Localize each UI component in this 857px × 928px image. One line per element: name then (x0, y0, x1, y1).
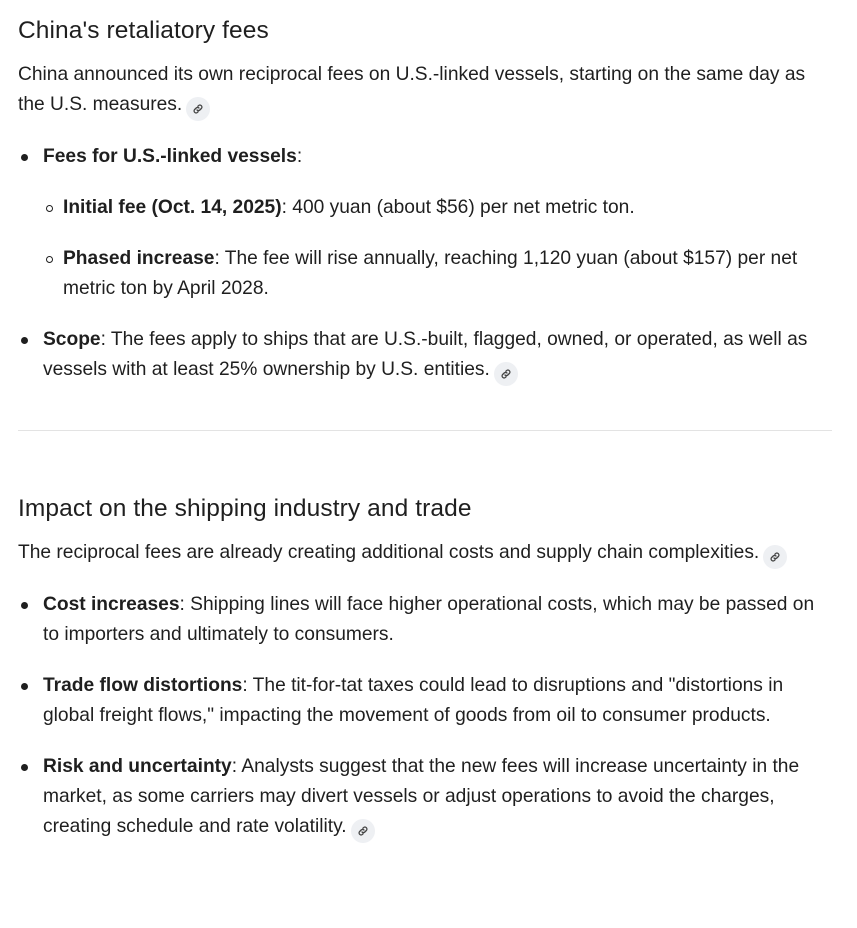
section-intro: China announced its own reciprocal fees on U.S.-linked vessels, starting on the same day as the U.S. measures. (18, 60, 832, 121)
retaliatory-fees-list (18, 142, 832, 386)
list-item: Scope: The fees apply to ships that are U.S.-built, flagged, owned, or operated, as well as vessels with at least 25% ownership by U.S. entities. (18, 325, 832, 386)
fees-sublist (43, 193, 832, 304)
list-item: Risk and uncertainty: Analysts suggest that the new fees will increase uncertainty in the market, as some carriers may divert vessels or adjust operations to avoid the charges, creating schedule and rate volatility. (18, 752, 832, 843)
section-divider (18, 430, 832, 431)
section-intro: The reciprocal fees are already creating additional costs and supply chain complexities. (18, 538, 832, 569)
list-item: Cost increases: Shipping lines will face higher operational costs, which may be passed on to importers and ultimately to consumers. (18, 590, 832, 650)
impact-list (18, 590, 832, 843)
list-item: Fees for U.S.-linked vessels: Initial fee (Oct. 14, 2025): 400 yuan (about $56) per net metric ton. Phased increase: The fee will rise annually, reaching 1,120 yuan (about $157) per net metric ton by April 2028. (18, 142, 832, 304)
source-link-icon[interactable] (186, 97, 210, 121)
list-item: Trade flow distortions: The tit-for-tat taxes could lead to disruptions and "distortions in global freight flows," impacting the movement of goods from oil to consumer products. (18, 671, 832, 731)
source-link-icon[interactable] (351, 819, 375, 843)
section-heading-impact: Impact on the shipping industry and trade (18, 495, 472, 522)
source-link-icon[interactable] (763, 545, 787, 569)
section-heading-retaliatory-fees: China's retaliatory fees (18, 17, 269, 44)
list-item: Initial fee (Oct. 14, 2025): 400 yuan (about $56) per net metric ton. (43, 193, 832, 223)
list-item: Phased increase: The fee will rise annually, reaching 1,120 yuan (about $157) per net metric ton by April 2028. (43, 244, 832, 304)
source-link-icon[interactable] (494, 362, 518, 386)
